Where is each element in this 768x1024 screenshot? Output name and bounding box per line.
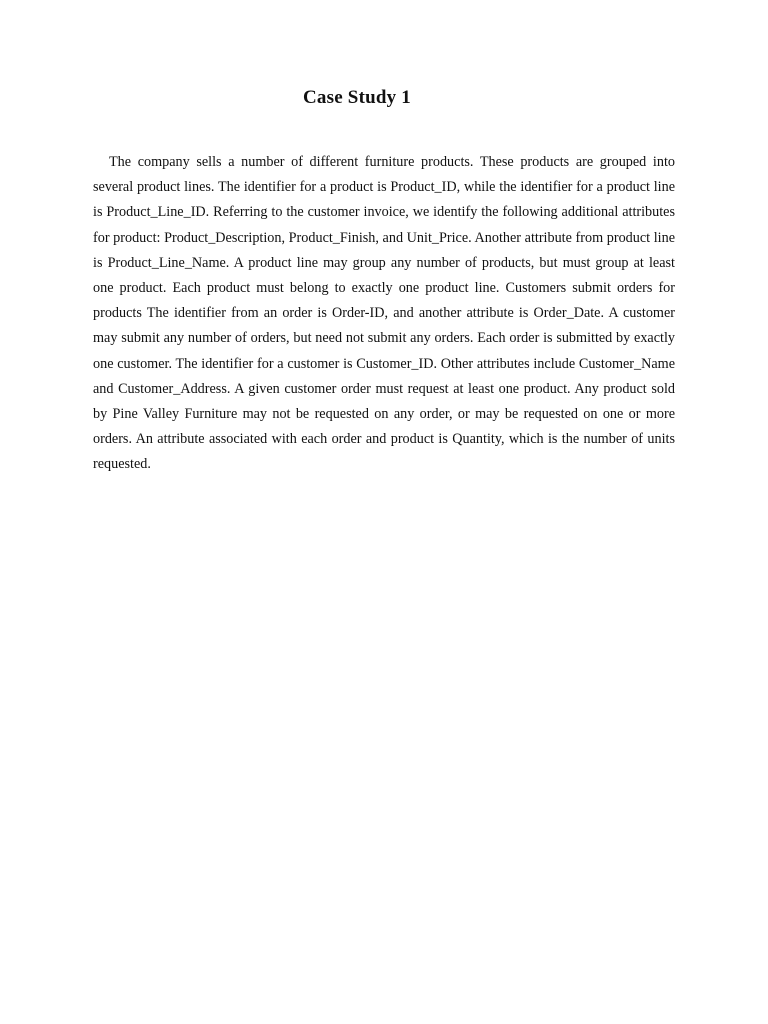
page-title: Case Study 1 [303,87,411,108]
body-paragraph: The company sells a number of different furniture products. These products are grouped into several product lines. The identifier for a product is Product_ID, while the identifier for a product line is Product_Line_ID. Referring to the customer invoice, we identify the following additional attributes for product: Product_Description, Product_Finish, and Unit_Price. Another attribute from product line is Product_Line_Name. A product line may group any number of products, but must group at least one product. Each product must belong to exactly one product line. Customers submit orders for products The identifier from an order is Order-ID, and another attribute is Order_Date. A customer may submit any number of orders, but need not submit any orders. Each order is submitted by exactly one customer. The identifier for a customer is Customer_ID. Other attributes include Customer_Name and Customer_Address. A given customer order must request at least one product. Any product sold by Pine Valley Furniture may not be requested on any order, or may be requested on one or more orders. An attribute associated with each order and product is Quantity, which is the number of units requested. [93,154,675,473]
